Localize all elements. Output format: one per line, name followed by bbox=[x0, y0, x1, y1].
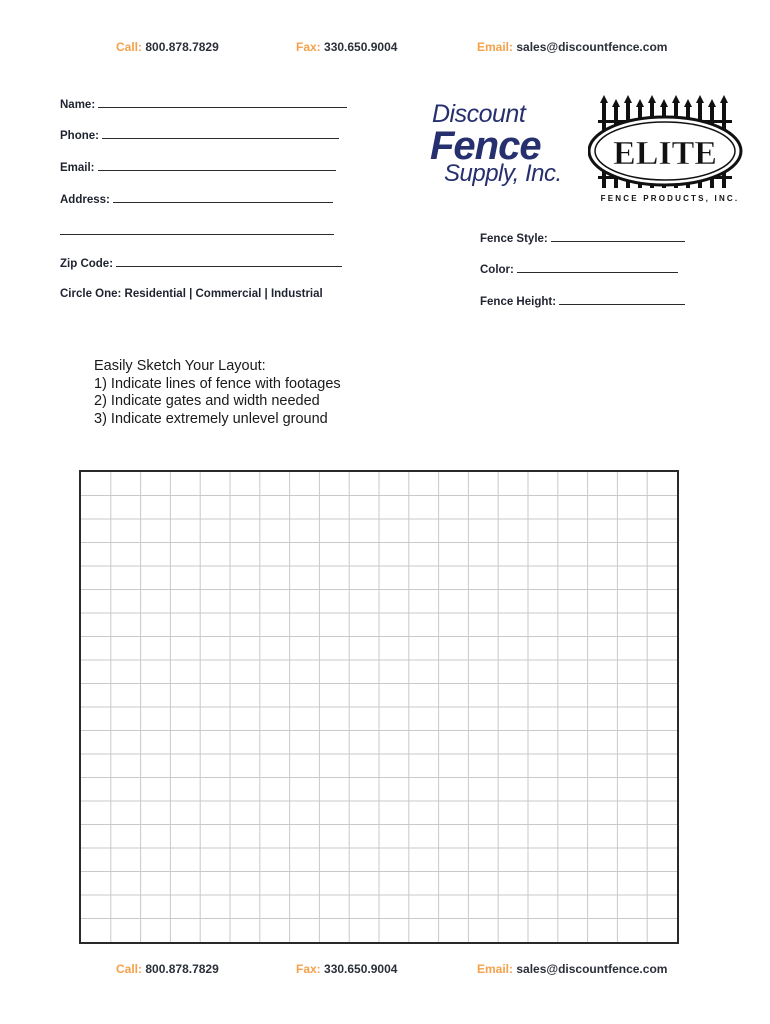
footer-contact-row bbox=[0, 962, 770, 982]
footer-fax-label: Fax: bbox=[296, 962, 321, 976]
zip-line[interactable] bbox=[116, 257, 342, 267]
instructions-step-1: 1) Indicate lines of fence with footages bbox=[94, 375, 341, 392]
sketch-instructions bbox=[94, 358, 341, 428]
footer-fax bbox=[296, 962, 397, 976]
header-call-value: 800.878.7829 bbox=[145, 40, 219, 54]
address-field[interactable] bbox=[60, 193, 333, 206]
zip-label: Zip Code: bbox=[60, 258, 114, 270]
phone-label: Phone: bbox=[60, 130, 99, 142]
fence-height-field[interactable] bbox=[480, 295, 685, 308]
fence-style-line[interactable] bbox=[551, 232, 685, 242]
color-label: Color: bbox=[480, 264, 514, 276]
footer-email-value: sales@discountfence.com bbox=[516, 962, 668, 976]
address-line-2[interactable] bbox=[60, 225, 334, 235]
email-label: Email: bbox=[60, 162, 95, 174]
header-email-value: sales@discountfence.com bbox=[516, 40, 668, 54]
phone-line[interactable] bbox=[102, 129, 339, 139]
fence-style-label: Fence Style: bbox=[480, 233, 548, 245]
elite-subtext: FENCE PRODUCTS, INC. bbox=[600, 194, 740, 203]
header-fax-value: 330.650.9004 bbox=[324, 40, 398, 54]
address-label: Address: bbox=[60, 194, 110, 206]
logo-fence-text: Fence bbox=[430, 124, 541, 168]
color-field[interactable] bbox=[480, 263, 678, 276]
footer-email bbox=[477, 962, 667, 976]
header-call-label: Call: bbox=[116, 40, 143, 54]
footer-call-value: 800.878.7829 bbox=[145, 962, 219, 976]
email-field[interactable] bbox=[60, 161, 336, 174]
zip-field[interactable] bbox=[60, 257, 342, 270]
elite-logo-icon bbox=[588, 94, 750, 208]
grid-lines bbox=[81, 472, 677, 942]
header-contact-row bbox=[0, 40, 770, 60]
footer-call-label: Call: bbox=[116, 962, 143, 976]
fence-height-label: Fence Height: bbox=[480, 296, 557, 308]
instructions-step-2: 2) Indicate gates and width needed bbox=[94, 393, 320, 409]
instructions-title: Easily Sketch Your Layout: bbox=[94, 358, 266, 374]
name-line[interactable] bbox=[98, 98, 347, 108]
footer-email-label: Email: bbox=[477, 962, 514, 976]
email-line[interactable] bbox=[98, 161, 336, 171]
header-email-label: Email: bbox=[477, 40, 514, 54]
footer-fax-value: 330.650.9004 bbox=[324, 962, 398, 976]
sketch-grid[interactable] bbox=[79, 470, 679, 944]
address-line[interactable] bbox=[113, 193, 333, 203]
circle-one-text: Circle One: Residential | Commercial | Industrial bbox=[60, 288, 323, 300]
header-call bbox=[116, 40, 219, 54]
header-email bbox=[477, 40, 667, 54]
color-line[interactable] bbox=[517, 263, 678, 273]
elite-text: ELITE bbox=[613, 135, 717, 172]
circle-one-options[interactable] bbox=[60, 288, 323, 300]
fence-height-line[interactable] bbox=[559, 295, 685, 305]
address-line-2-field[interactable] bbox=[60, 225, 334, 238]
fence-style-field[interactable] bbox=[480, 232, 685, 245]
phone-field[interactable] bbox=[60, 129, 339, 142]
logo-discount-text: Discount bbox=[432, 100, 526, 128]
logo-supply-text: Supply, Inc. bbox=[444, 160, 562, 187]
header-fax-label: Fax: bbox=[296, 40, 321, 54]
footer-call bbox=[116, 962, 219, 976]
name-field[interactable] bbox=[60, 98, 347, 111]
header-fax bbox=[296, 40, 397, 54]
name-label: Name: bbox=[60, 99, 96, 111]
instructions-step-3: 3) Indicate extremely unlevel ground bbox=[94, 410, 328, 427]
